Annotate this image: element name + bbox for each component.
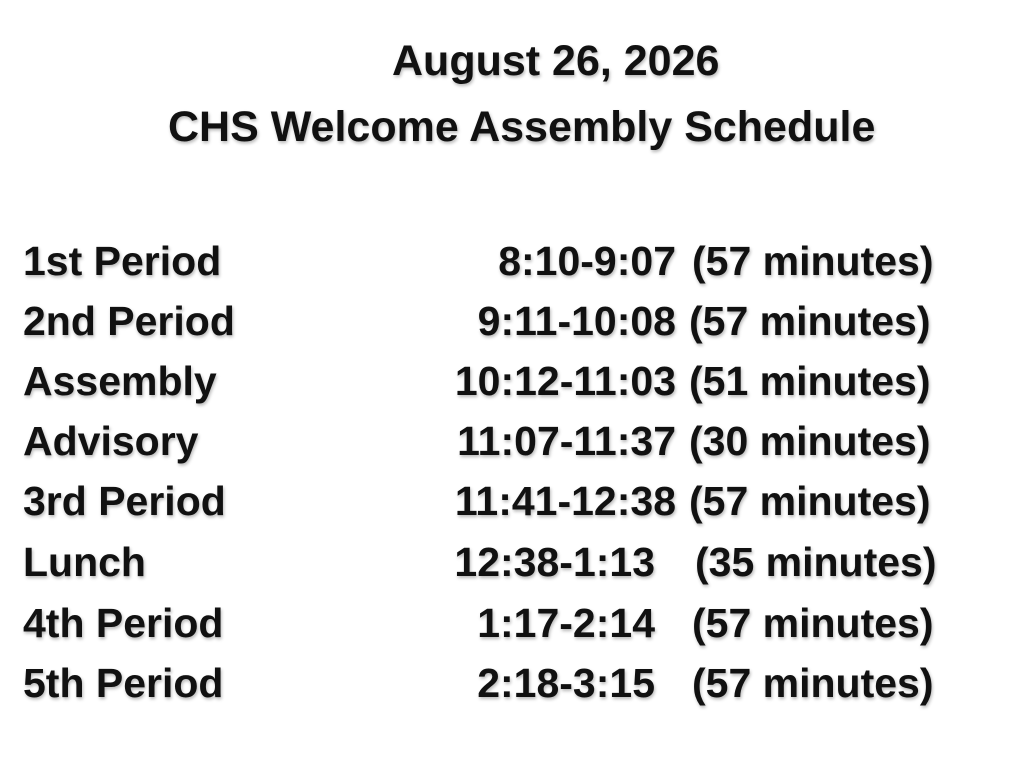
schedule-row-advisory — [0, 418, 1024, 473]
page-title: CHS Welcome Assembly Schedule — [168, 103, 876, 151]
schedule-row-5th-period — [0, 660, 1024, 715]
schedule-row-1st-period — [0, 238, 1024, 293]
period-time: 9:11-10:08 — [477, 298, 676, 344]
schedule-row-3rd-period — [0, 478, 1024, 533]
period-duration: (57 minutes) — [692, 238, 934, 284]
period-duration: (30 minutes) — [689, 418, 931, 464]
period-duration: (35 minutes) — [695, 539, 937, 585]
schedule-row-4th-period — [0, 600, 1024, 655]
period-label: Lunch — [23, 539, 146, 585]
period-label: 3rd Period — [23, 478, 226, 524]
period-time: 11:41-12:38 — [454, 478, 676, 524]
period-time: 1:17-2:14 — [477, 600, 655, 646]
period-label: 1st Period — [23, 238, 222, 284]
period-time: 2:18-3:15 — [477, 660, 655, 706]
period-time: 10:12-11:03 — [454, 358, 676, 404]
period-label: Advisory — [23, 418, 199, 464]
period-label: 4th Period — [23, 600, 224, 646]
period-label: 5th Period — [23, 660, 224, 706]
period-label: 2nd Period — [23, 298, 235, 344]
schedule-row-lunch — [0, 539, 1024, 594]
schedule-row-assembly — [0, 358, 1024, 413]
period-duration: (51 minutes) — [689, 358, 931, 404]
period-duration: (57 minutes) — [689, 298, 931, 344]
schedule-row-2nd-period — [0, 298, 1024, 353]
period-duration: (57 minutes) — [692, 600, 934, 646]
schedule-date: August 26, 2026 — [392, 37, 720, 85]
period-duration: (57 minutes) — [692, 660, 934, 706]
period-label: Assembly — [23, 358, 217, 404]
period-duration: (57 minutes) — [689, 478, 931, 524]
period-time: 11:07-11:37 — [457, 418, 676, 464]
period-time: 12:38-1:13 — [454, 539, 655, 585]
period-time: 8:10-9:07 — [498, 238, 676, 284]
